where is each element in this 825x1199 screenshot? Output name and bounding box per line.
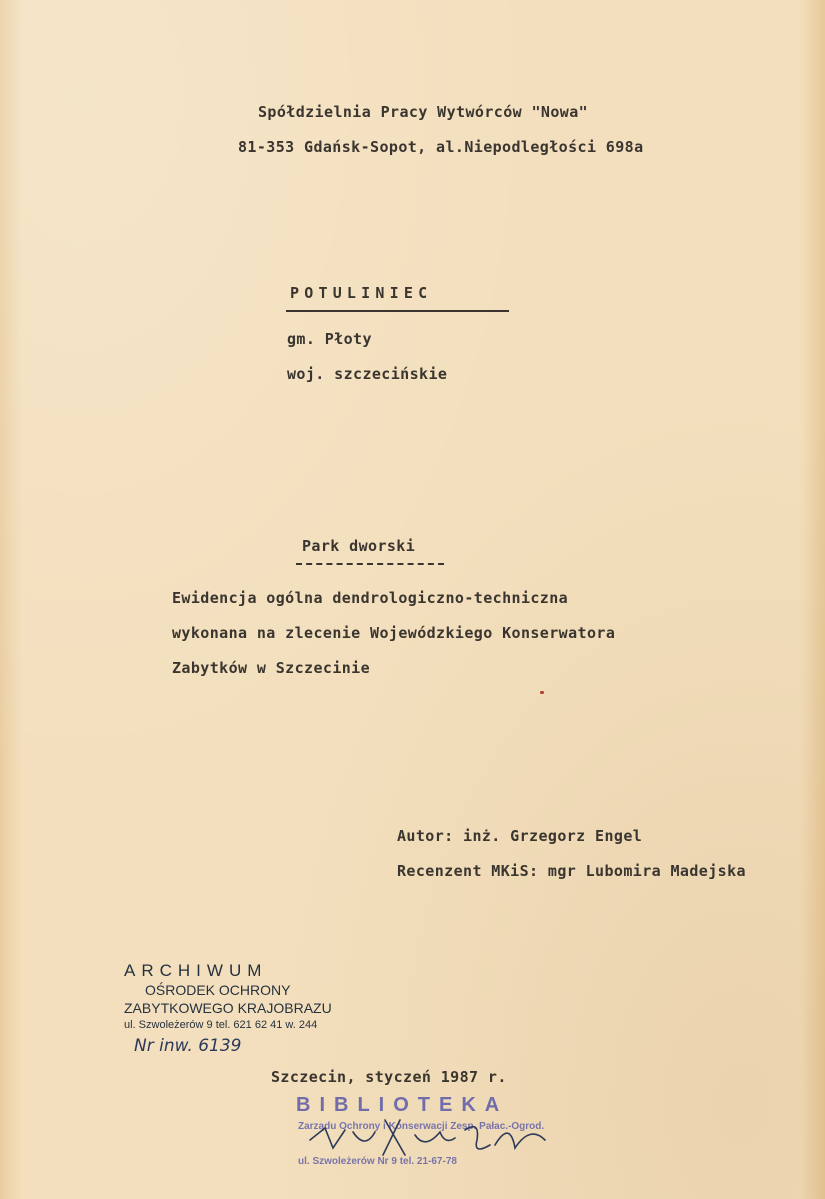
header-address: 81-353 Gdańsk-Sopot, al.Niepodległości 698a bbox=[238, 138, 644, 156]
handwritten-signature bbox=[305, 1110, 555, 1160]
archive-stamp-title: ARCHIWUM bbox=[124, 961, 268, 980]
place-date: Szczecin, styczeń 1987 r. bbox=[271, 1068, 507, 1086]
subject-title: Park dworski bbox=[302, 537, 416, 555]
archive-stamp-address: ul. Szwoleżerów 9 tel. 621 62 41 w. 244 bbox=[124, 1019, 318, 1031]
reviewer-line: Recenzent MKiS: mgr Lubomira Madejska bbox=[397, 862, 746, 880]
header-organization: Spółdzielnia Pracy Wytwórców "Nowa" bbox=[258, 103, 589, 121]
archive-stamp-line-2: ZABYTKOWEGO KRAJOBRAZU bbox=[124, 1000, 332, 1016]
description-line-3: Zabytków w Szczecinie bbox=[172, 659, 371, 677]
place-title: POTULINIEC bbox=[290, 284, 433, 302]
ink-dot bbox=[540, 691, 544, 694]
description-line-2: wykonana na zlecenie Wojewódzkiego Konserwatora bbox=[172, 624, 616, 642]
subject-title-underline bbox=[296, 563, 444, 565]
description-line-1: Ewidencja ogólna dendrologiczno-techniczna bbox=[172, 589, 569, 607]
library-stamp-line-2: ul. Szwoleżerów Nr 9 tel. 21-67-78 bbox=[298, 1156, 457, 1167]
place-voivodeship: woj. szczecińskie bbox=[287, 365, 448, 383]
archive-stamp-line-1: OŚRODEK OCHRONY bbox=[145, 982, 291, 998]
place-title-underline bbox=[286, 310, 509, 312]
handwritten-inventory-number: Nr inw. 6139 bbox=[134, 1036, 242, 1056]
place-commune: gm. Płoty bbox=[287, 330, 372, 348]
author-line: Autor: inż. Grzegorz Engel bbox=[397, 827, 643, 845]
library-stamp-title: BIBLIOTEKA bbox=[296, 1094, 509, 1116]
library-stamp-line-1: Zarządu Ochrony i Konserwacji Zesp. Pałac.-Ogrod. bbox=[298, 1121, 545, 1132]
